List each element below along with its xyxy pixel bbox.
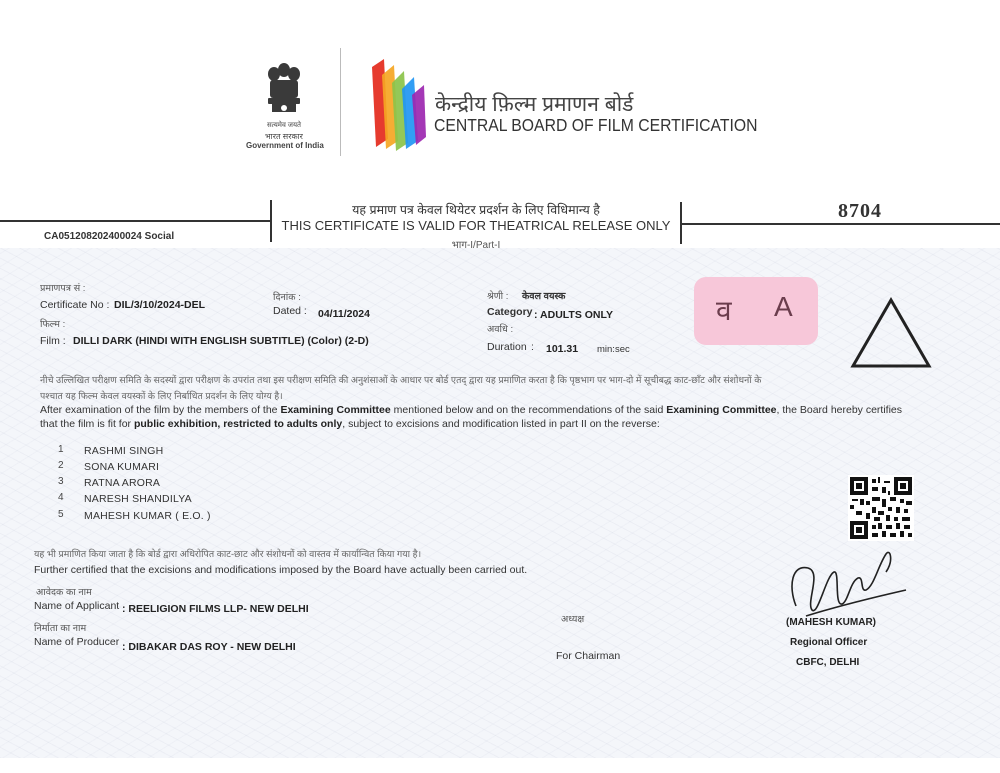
- member-number: 1: [58, 444, 64, 455]
- body-hindi-line2: पश्चात यह फिल्म केवल वयस्कों के लिए निर्बाधित प्रदर्शन के लिए योग्य है।: [40, 391, 283, 401]
- body-english-line2: that the film is fit for public exhibition, restricted to adults only, subject to excisions and modification listed in part II on the reverse:: [40, 418, 660, 430]
- member-name: RASHMI SINGH: [84, 445, 164, 457]
- certificate-no-label: Certificate No :: [40, 299, 110, 311]
- member-name: MAHESH KUMAR ( E.O. ): [84, 510, 211, 522]
- emblem-hindi: भारत सरकार: [265, 132, 303, 141]
- producer-value: : DIBAKAR DAS ROY - NEW DELHI: [122, 641, 296, 653]
- category-hindi-label: श्रेणी :: [487, 291, 509, 302]
- officer-title: Regional Officer: [790, 637, 868, 648]
- applicant-label: Name of Applicant: [34, 600, 120, 612]
- chairman-english: For Chairman: [556, 650, 621, 662]
- officer-office: CBFC, DELHI: [796, 657, 860, 668]
- member-number: 4: [58, 492, 64, 503]
- film-label: Film :: [40, 335, 66, 347]
- adult-rating-triangle-icon: [848, 295, 934, 371]
- validity-english: THIS CERTIFICATE IS VALID FOR THEATRICAL RELEASE ONLY: [281, 218, 671, 233]
- national-emblem-icon: [262, 58, 306, 120]
- serial-number: 8704: [838, 200, 882, 222]
- cbfc-logo-icon: [368, 55, 428, 153]
- applicant-value: : REELIGION FILMS LLP- NEW DELHI: [122, 603, 309, 615]
- emblem-motto: सत्यमेव जयते: [266, 122, 302, 129]
- rating-hindi: व: [716, 295, 732, 326]
- validity-hindi: यह प्रमाण पत्र केवल थियेटर प्रदर्शन के लिए विधिमान्य है: [352, 203, 600, 217]
- header-divider: [340, 48, 341, 156]
- further-hindi: यह भी प्रमाणित किया जाता है कि बोर्ड द्वारा अधिरोपित काट-छाट और संशोधनों को वास्तव में कार्यान्वित किया गया है।: [34, 549, 422, 559]
- duration-value: 101.31: [546, 343, 579, 355]
- member-number: 2: [58, 460, 64, 471]
- validity-rule-left: [0, 220, 272, 222]
- member-name: RATNA ARORA: [84, 477, 161, 489]
- producer-hindi-label: निर्माता का नाम: [34, 623, 87, 634]
- member-number: 3: [58, 476, 64, 487]
- date-hindi-label: दिनांक :: [273, 292, 301, 303]
- signature-icon: [782, 546, 912, 620]
- chairman-hindi: अध्यक्ष: [561, 614, 585, 625]
- member-number: 5: [58, 509, 64, 520]
- further-english: Further certified that the excisions and modifications imposed by the Board have actually been carried out.: [34, 564, 528, 576]
- category-label: Category: [487, 306, 533, 318]
- applicant-hindi-label: आवेदक का नाम: [36, 587, 92, 598]
- category-hindi-value: केवल वयस्क: [522, 291, 566, 302]
- body-hindi-line1: नीचे उल्लिखित परीक्षण समिति के सदस्यों द्वारा परीक्षण के उपरांत तथा इस परीक्षण समिति की अनुशंसाओं के आधार पर बोर्ड एतद् द्वारा यह प्रमाणित करता है कि पृष्ठभाग पर भाग-दो में सूचीबद्ध काट-छाँट और संशोधनों के: [40, 375, 762, 385]
- rating-badge: [694, 277, 818, 345]
- board-name-english: CENTRAL BOARD OF FILM CERTIFICATION: [434, 115, 758, 135]
- duration-label: Duration: [487, 341, 527, 353]
- duration-unit: min:sec: [597, 344, 630, 355]
- qr-code-icon: [848, 475, 914, 541]
- producer-label: Name of Producer: [34, 636, 120, 648]
- date-label: Dated :: [273, 305, 307, 317]
- duration-hindi-label: अवधि :: [487, 324, 514, 335]
- certificate-no-value: DIL/3/10/2024-DEL: [114, 299, 206, 311]
- film-value: DILLI DARK (HINDI WITH ENGLISH SUBTITLE) (Color) (2-D): [73, 335, 369, 347]
- rating-english: A: [774, 291, 793, 322]
- board-name-hindi: केन्द्रीय फ़िल्म प्रमाणन बोर्ड: [435, 93, 634, 116]
- emblem-english: Government of India: [246, 141, 324, 150]
- category-value: : ADULTS ONLY: [534, 309, 613, 321]
- officer-name: (MAHESH KUMAR): [786, 617, 876, 628]
- member-name: NARESH SHANDILYA: [84, 493, 192, 505]
- validity-part: भाग-I/Part-I: [451, 240, 501, 251]
- validity-rule-right: [680, 223, 1000, 225]
- certificate-no-hindi-label: प्रमाणपत्र सं :: [40, 283, 86, 294]
- reference-code: CA051208202400024 Social: [44, 231, 175, 242]
- member-name: SONA KUMARI: [84, 461, 160, 473]
- date-value: 04/11/2024: [318, 308, 370, 320]
- film-hindi-label: फिल्म :: [40, 319, 66, 330]
- body-english-line1: After examination of the film by the members of the Examining Committee mentioned below and on the recommendations of the said Examining Committee, the Board hereby certifies: [40, 404, 903, 416]
- duration-separator: :: [531, 341, 534, 353]
